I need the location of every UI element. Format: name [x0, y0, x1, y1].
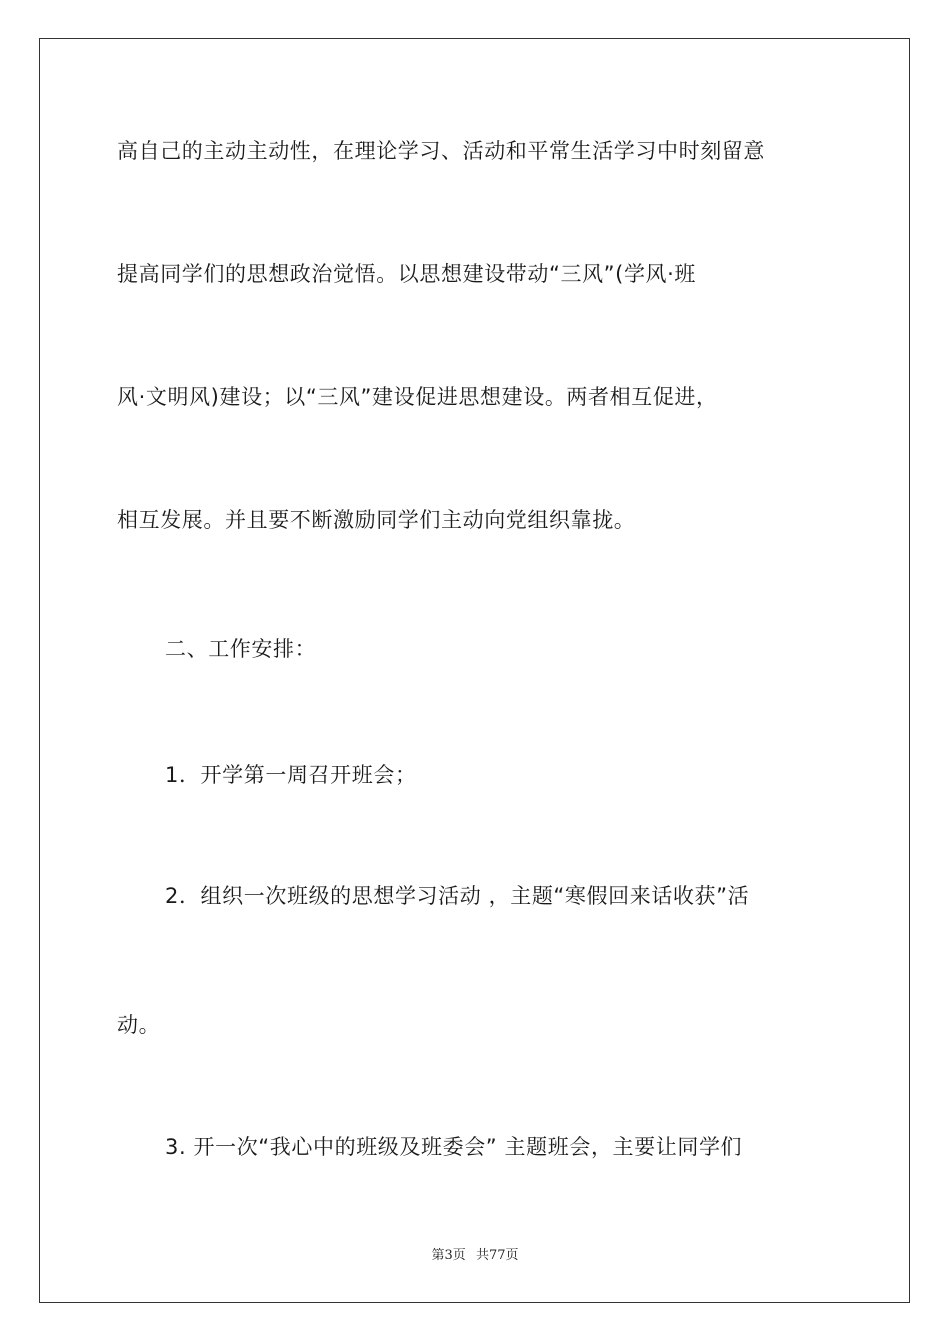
list-item-3: 3. 开一次“我心中的班级及班委会” 主题班会，主要让同学们: [165, 1135, 743, 1159]
body-line-2: 提高同学们的思想政治觉悟。以思想建设带动“三风”(学风·班: [117, 262, 697, 286]
page-footer: [0, 1244, 950, 1263]
body-line-4: 相互发展。并且要不断激励同学们主动向党组织靠拢。: [117, 508, 636, 532]
body-line-3: 风·文明风)建设；以“三风”建设促进思想建设。两者相互促进，: [117, 385, 718, 409]
body-line-1: 高自己的主动主动性，在理论学习、活动和平常生活学习中时刻留意: [117, 139, 765, 163]
list-item-1: 1．开学第一周召开班会；: [165, 763, 417, 787]
section-heading: 二、工作安排：: [165, 637, 317, 661]
page-number: 第3页: [431, 1248, 466, 1263]
list-item-2: 2．组织一次班级的思想学习活动 ，主题“寒假回来话收获”活: [165, 884, 750, 908]
page-total: 共77页: [475, 1248, 519, 1263]
list-item-2-continued: 动。: [117, 1013, 161, 1037]
page-border: [39, 38, 910, 1303]
